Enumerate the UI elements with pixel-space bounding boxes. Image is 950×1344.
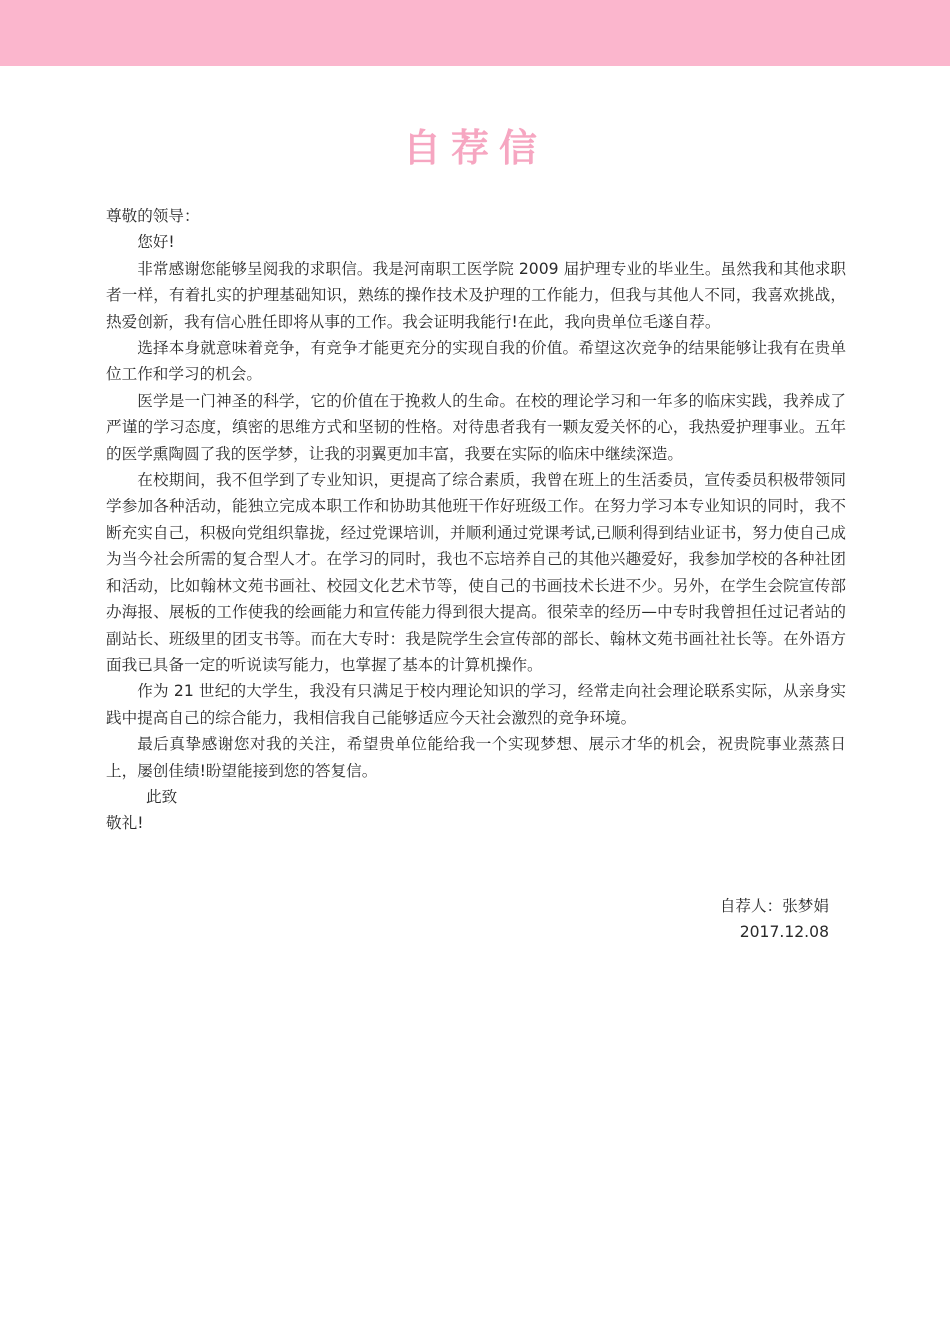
closing-phrase: 此致 — [146, 787, 178, 806]
paragraph-intro: 非常感谢您能够呈阅我的求职信。我是河南职工医学院 2009 届护理专业的毕业生。虽然我和其他求职者一样，有着扎实的护理基础知识，熟练的操作技术及护理的工作能力，但我与其他人不同，我喜欢挑战，热爱创新，我有信心胜任即将从事的工作。我会证明我能行!在此，我向贵单位毛遂自荐。 — [106, 259, 846, 331]
letter-body — [106, 203, 846, 837]
signature-name: 自荐人：张梦娟 — [719, 897, 829, 915]
paragraph-thanks: 最后真挚感谢您对我的关注，希望贵单位能给我一个实现梦想、展示才华的机会，祝贵院事业蒸蒸日上，屡创佳绩!盼望能接到您的答复信。 — [106, 735, 846, 780]
paragraph-student: 作为 21 世纪的大学生，我没有只满足于校内理论知识的学习，经常走向社会理论联系实际，从亲身实践中提高自己的综合能力，我相信我自己能够适应今天社会激烈的竞争环境。 — [106, 682, 846, 727]
paragraph-school: 在校期间，我不但学到了专业知识，更提高了综合素质，我曾在班上的生活委员，宣传委员积极带领同学参加各种活动，能独立完成本职工作和协助其他班干作好班级工作。在努力学习本专业知识的同时，我不断充实自己，积极向党组织靠拢，经过党课培训，并顺利通过党课考试,已顺利得到结业证书，努力使自己成为当今社会所需的复合型人才。在学习的同时，我也不忘培养自己的其他兴趣爱好，我参加学校的各种社团和活动，比如翰林文苑书画社、校园文化艺术节等，使自己的书画技术长进不少。另外，在学生会院宣传部办海报、展板的工作使我的绘画能力和宣传能力得到很大提高。很荣幸的经历—中专时我曾担任过记者站的副站长、班级里的团支书等。而在大专时：我是院学生会宣传部的部长、翰林文苑书画社社长等。在外语方面我已具备一定的听说读写能力，也掌握了基本的计算机操作。 — [106, 471, 846, 674]
signature-date: 2017.12.08 — [739, 923, 829, 942]
regards-phrase: 敬礼! — [106, 814, 144, 833]
paragraph-medicine: 医学是一门神圣的科学，它的价值在于挽救人的生命。在校的理论学习和一年多的临床实践，我养成了严谨的学习态度，缜密的思维方式和坚韧的性格。对待患者我有一颗友爱关怀的心，我热爱护理事业。五年的医学熏陶圆了我的医学梦，让我的羽翼更加丰富，我要在实际的临床中继续深造。 — [106, 391, 846, 463]
salutation: 尊敬的领导： — [106, 207, 200, 225]
signature-block — [600, 893, 829, 946]
page-title: 自荐信 — [402, 126, 547, 170]
greeting: 您好! — [137, 233, 175, 252]
header-band — [0, 0, 950, 66]
paragraph-competition: 选择本身就意味着竞争，有竞争才能更充分的实现自我的价值。希望这次竞争的结果能够让我有在贵单位工作和学习的机会。 — [106, 339, 846, 384]
